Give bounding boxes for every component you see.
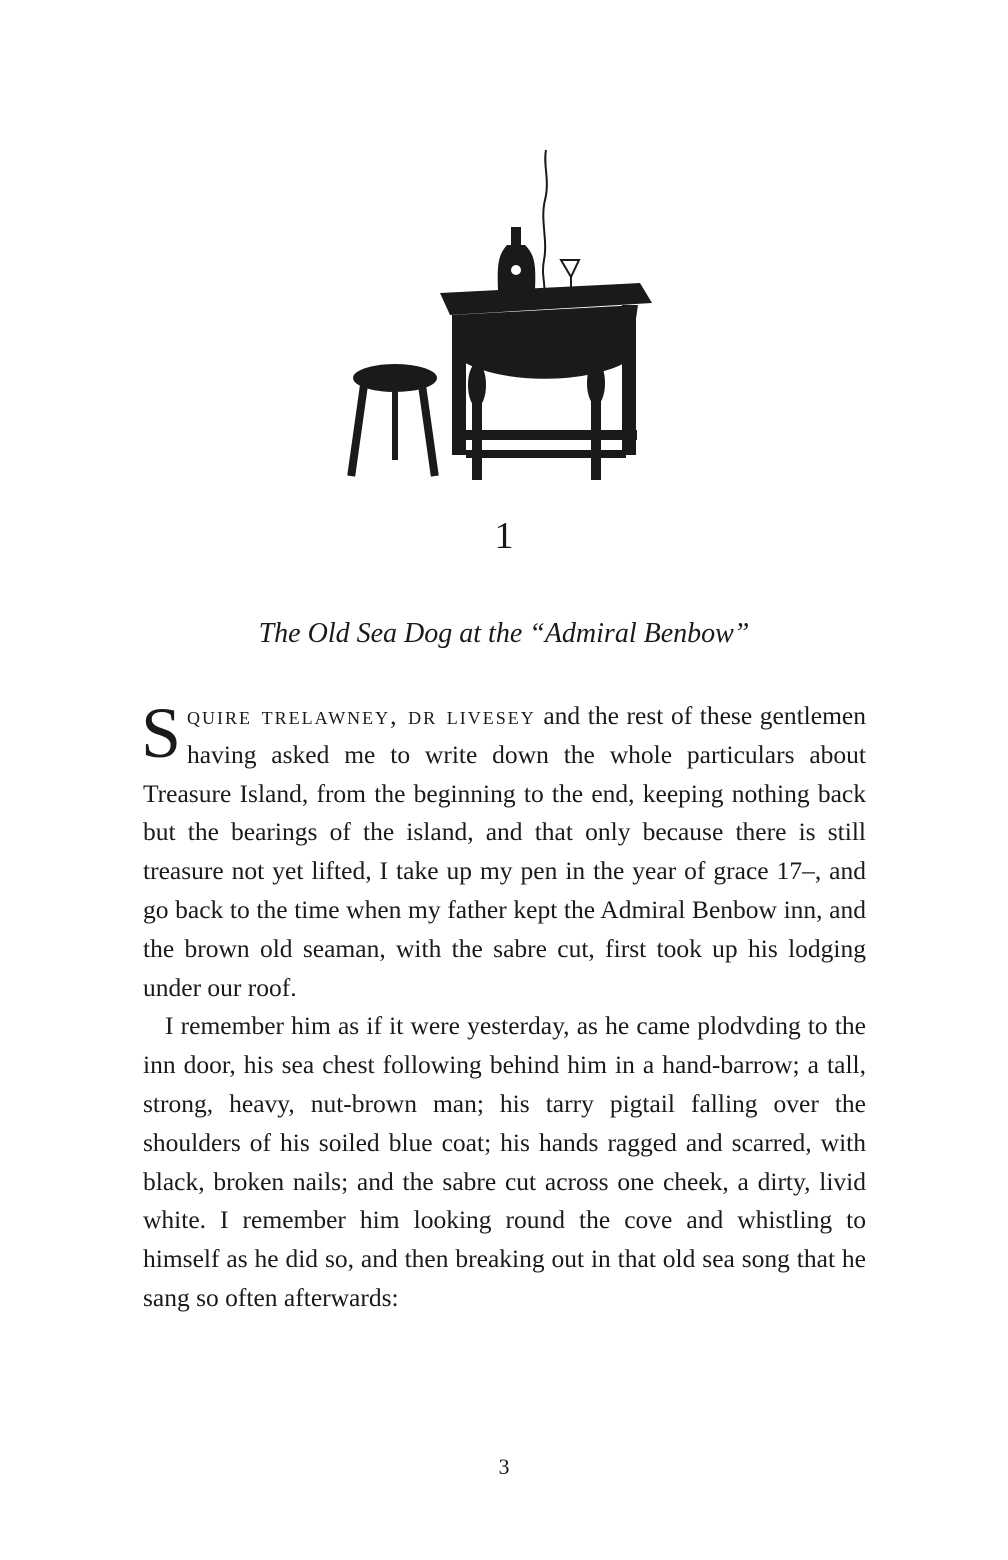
drop-leaf-table-icon <box>440 283 652 480</box>
drop-cap: S <box>141 693 182 773</box>
page-number: 3 <box>498 1454 510 1479</box>
paragraph-2: I remember him as if it were yesterday, as he came plodvding to the inn door, his sea chest following behind him in a hand-barrow; a tall, strong, heavy, nut-brown man; his tarry pigtail falling over the shoulders of his soiled blue coat; his hands ragged and scarred, with black, broken nails; and the sabre cut across one cheek, a dirty, livid white. I remember him looking round the cove and whistling to himself as he did so, and then breaking out in that old sea song that he sang so often afterwards: <box>143 1011 866 1312</box>
paragraph-1 <box>141 693 866 1007</box>
table-and-stool-illustration <box>340 145 670 485</box>
chapter-title: The Old Sea Dog at the “Admiral Benbow” <box>258 618 750 649</box>
small-caps-lead: quire trelawney, dr livesey <box>187 701 536 730</box>
stool-icon <box>347 364 439 477</box>
smoke-wisp <box>543 150 547 295</box>
paragraph-1-text: and the rest of these gentlemen having asked me to write down the whole particulars about Treasure Island, from the beginning to the end, keeping nothing back but the bearings of the island, and that only because there is still treasure not yet lifted, I take up my pen in the year of grace 17–, and go back to the time when my father kept the Admiral Benbow inn, and the brown old seaman, with the sabre cut, first took up his lodging under our roof. <box>143 701 866 1002</box>
bottle-icon <box>498 227 536 290</box>
chapter-number: 1 <box>494 515 514 557</box>
chapter-body <box>141 693 866 1318</box>
